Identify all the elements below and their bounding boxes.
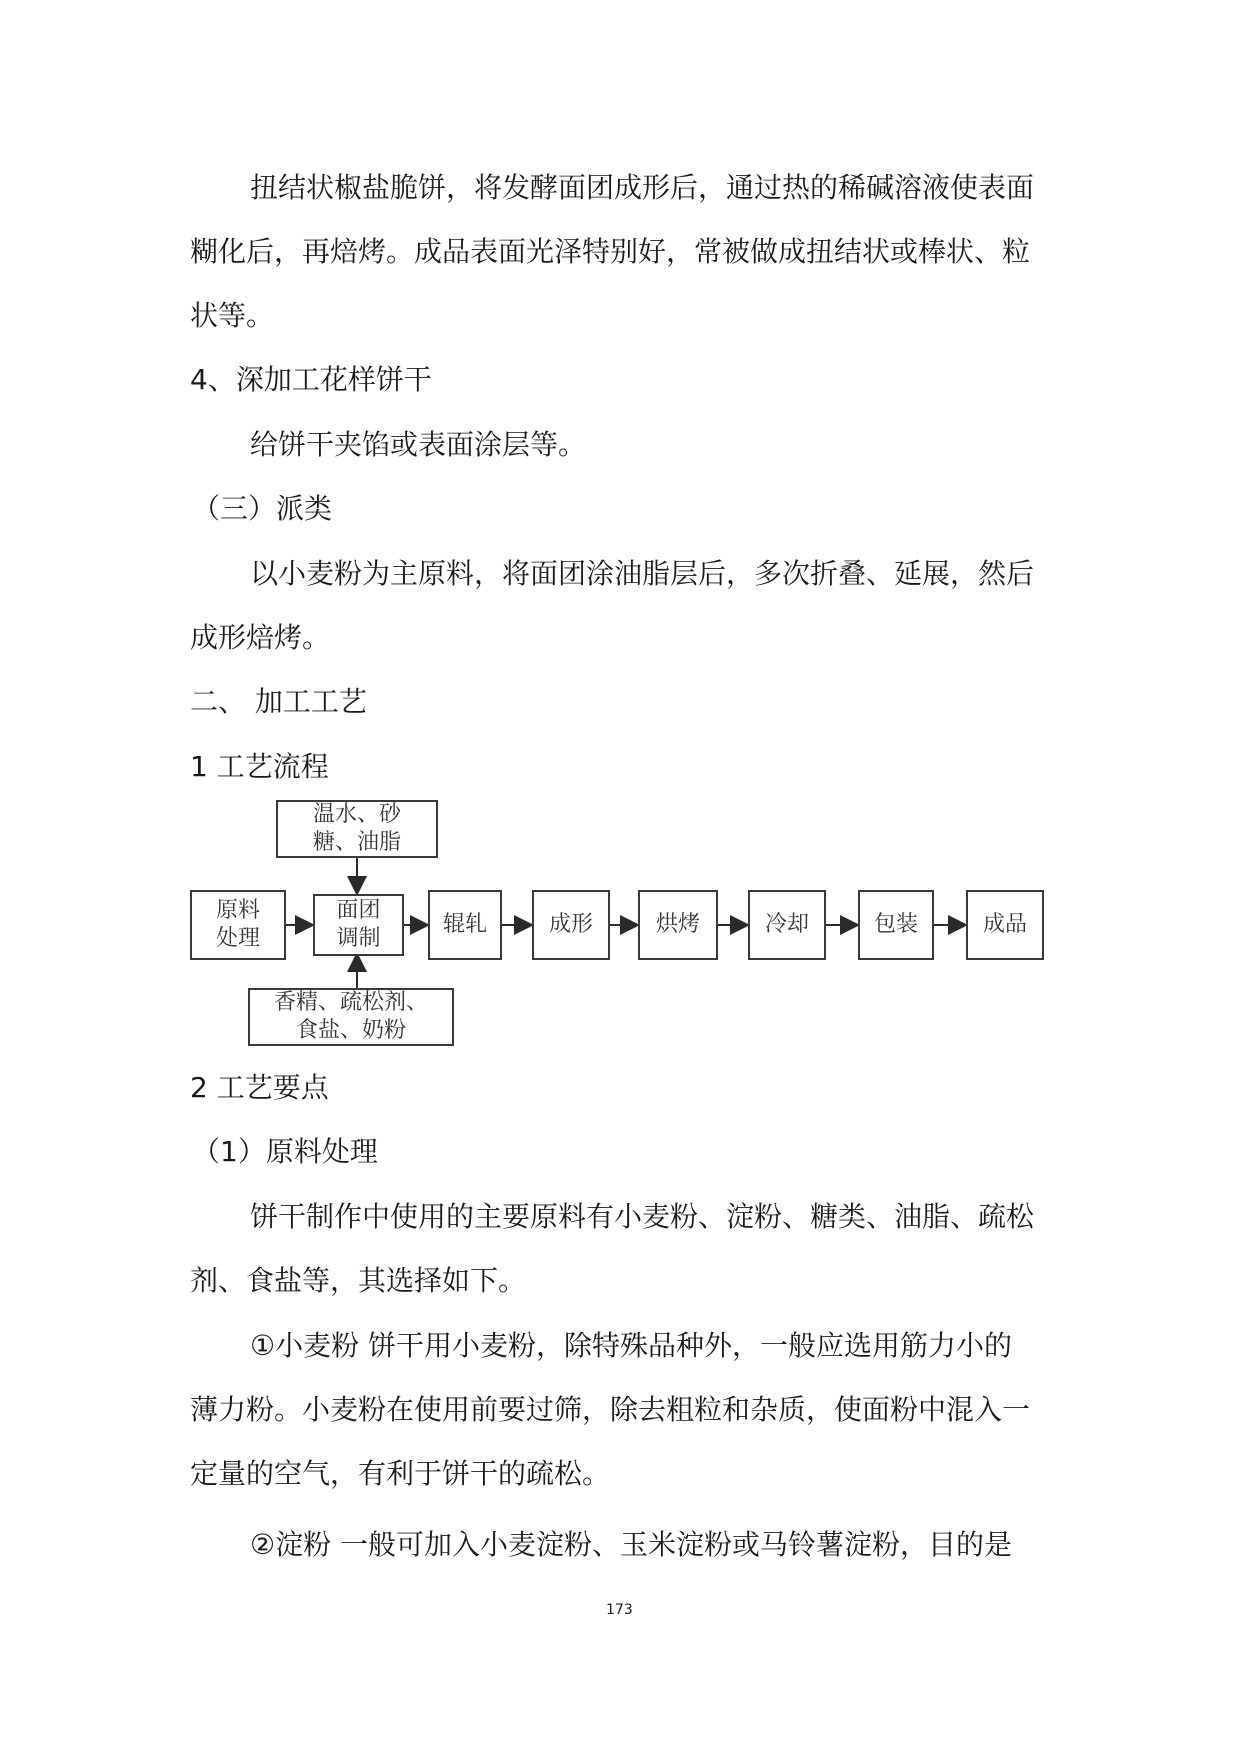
heading-4: 4、深加工花样饼干 — [190, 363, 432, 396]
box-shaping-label: 成形 — [548, 912, 593, 937]
box-dough-mixing-line1: 面团 — [336, 898, 381, 923]
heading-san: （三）派类 — [192, 492, 333, 525]
box-finished-product-label: 成品 — [982, 912, 1027, 937]
paragraph-flour-line2: 薄力粉。小麦粉在使用前要过筛，除去粗粒和杂质，使面粉中混入一 — [190, 1393, 1031, 1426]
box-dough-mixing-line2: 调制 — [336, 926, 381, 951]
paragraph-pretzel-line1: 扭结状椒盐脆饼，将发酵面团成形后，通过热的稀碱溶液使表面 — [250, 171, 1035, 204]
box-packaging-label: 包装 — [873, 912, 918, 937]
box-dough-mixing — [313, 894, 404, 956]
heading-2: 2 工艺要点 — [190, 1071, 329, 1104]
box-baking-label: 烘烤 — [655, 912, 700, 937]
box-shaping — [532, 890, 610, 960]
box-rolling-label: 辊轧 — [442, 912, 487, 937]
box-packaging — [858, 890, 934, 960]
box-bottom-input-line2: 食盐、奶粉 — [295, 1018, 406, 1043]
paragraph-pretzel-line3: 状等。 — [190, 299, 275, 332]
paragraph-raw-line2: 剂、食盐等，其选择如下。 — [190, 1264, 527, 1297]
box-cooling — [748, 890, 826, 960]
paragraph-pie-line2: 成形焙烤。 — [190, 621, 331, 654]
box-top-input — [276, 800, 438, 858]
box-top-input-line1: 温水、砂 — [312, 802, 401, 827]
box-raw-material-line2: 处理 — [215, 926, 260, 951]
box-baking — [638, 890, 718, 960]
paragraph-raw-line1: 饼干制作中使用的主要原料有小麦粉、淀粉、糖类、油脂、疏松 — [250, 1200, 1035, 1233]
page-number: 173 — [606, 1602, 633, 1618]
box-rolling — [428, 890, 502, 960]
box-cooling-label: 冷却 — [764, 912, 809, 937]
paragraph-flour-line3: 定量的空气，有利于饼干的疏松。 — [190, 1457, 611, 1490]
paragraph-starch-line1: ②淀粉 一般可加入小麦淀粉、玉米淀粉或马铃薯淀粉，目的是 — [250, 1528, 1013, 1561]
paragraph-pretzel-line2: 糊化后，再焙烤。成品表面光泽特别好，常被做成扭结状或棒状、粒 — [190, 235, 1031, 268]
box-top-input-line2: 糖、油脂 — [312, 830, 401, 855]
box-raw-material — [190, 890, 286, 960]
heading-1: 1 工艺流程 — [190, 750, 329, 783]
box-finished-product — [966, 890, 1044, 960]
heading-er: 二、 加工工艺 — [190, 685, 367, 718]
paragraph-flour-line1: ①小麦粉 饼干用小麦粉，除特殊品种外，一般应选用筋力小的 — [250, 1329, 1013, 1362]
paragraph-pie-line1: 以小麦粉为主原料，将面团涂油脂层后，多次折叠、延展，然后 — [250, 557, 1035, 590]
box-raw-material-line1: 原料 — [215, 898, 260, 923]
box-bottom-input-line1: 香精、疏松剂、 — [273, 990, 428, 1015]
heading-p1: （1）原料处理 — [192, 1135, 378, 1168]
box-bottom-input — [248, 988, 454, 1046]
paragraph-fancy-line1: 给饼干夹馅或表面涂层等。 — [250, 428, 587, 461]
